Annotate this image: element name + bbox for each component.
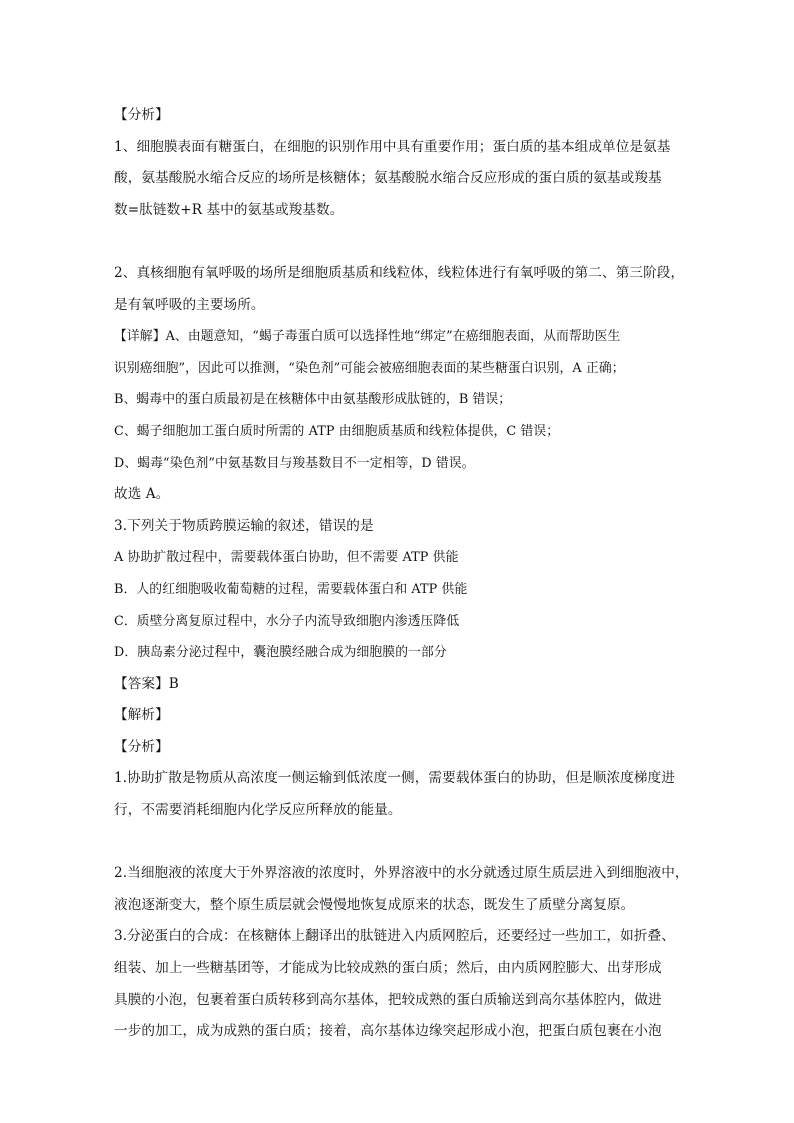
option-explanation-c: C、蝎子细胞加工蛋白质时所需的 ATP 由细胞质基质和线粒体提供，C 错误；: [114, 423, 560, 439]
paragraph-line: 液泡逐渐变大，整个原生质层就会慢慢地恢复成原来的状态，既发生了质壁分离复原。: [114, 896, 635, 913]
blank-line: [114, 827, 694, 859]
paragraph-line: 1、细胞膜表面有糖蛋白，在细胞的识别作用中具有重要作用；蛋白质的基本组成单位是氨基: [114, 138, 671, 155]
answer-line: 【答案】B: [114, 675, 179, 692]
paragraph-line: 酸，氨基酸脱水缩合反应的场所是核糖体；氨基酸脱水缩合反应形成的蛋白质的氨基或羧基: [114, 170, 662, 187]
paragraph-line: 是有氧呼吸的主要场所。: [114, 296, 265, 313]
analysis-heading: 【分析】: [114, 738, 169, 755]
detail-line: 识别癌细胞”，因此可以推测，“染色剂”可能会被癌细胞表面的某些糖蛋白识别，A 正确；: [114, 360, 625, 376]
paragraph-line: 3.分泌蛋白的合成：在核糖体上翻译出的肽链进入内质网腔后，还要经过一些加工，如折叠、: [114, 928, 675, 945]
paragraph-line: 2、真核细胞有氧呼吸的场所是细胞质基质和线粒体，线粒体进行有氧呼吸的第二、第三阶段，: [114, 264, 685, 281]
paragraph-line: 组装、加上一些糖基团等，才能成为比较成熟的蛋白质；然后，由内质网腔膨大、出芽形成: [114, 960, 662, 977]
question-option-a: A 协助扩散过程中，需要载体蛋白协助，但不需要 ATP 供能: [114, 550, 459, 566]
paragraph-line: 数=肽链数+R 基中的氨基或羧基数。: [114, 201, 344, 218]
question-option-d: D．胰岛素分泌过程中，囊泡膜经融合成为细胞膜的一部分: [114, 645, 447, 661]
explanation-heading: 【解析】: [114, 707, 169, 724]
option-explanation-d: D、蝎毒“染色剂”中氨基数目与羧基数目不一定相等，D 错误。: [114, 455, 475, 471]
paragraph-line: 行，不需要消耗细胞内化学反应所释放的能量。: [114, 802, 402, 819]
choose-line: 故选 A。: [114, 486, 170, 503]
blank-line: [114, 226, 694, 258]
question-stem: 3.下列关于物质跨膜运输的叙述，错误的是: [114, 517, 374, 534]
question-option-b: B．人的红细胞吸收葡萄糖的过程，需要载体蛋白和 ATP 供能: [114, 581, 468, 597]
paragraph-line: 2.当细胞液的浓度大于外界溶液的浓度时，外界溶液中的水分就透过原生质层进入到细胞液中，: [114, 865, 689, 882]
paragraph-line: 一步的加工，成为成熟的蛋白质；接着，高尔基体边缘突起形成小泡，把蛋白质包裹在小泡: [114, 1023, 662, 1040]
paragraph-line: 1.协助扩散是物质从高浓度一侧运输到低浓度一侧，需要载体蛋白的协助，但是顺浓度梯度进: [114, 770, 675, 787]
paragraph-line: 具膜的小泡，包裹着蛋白质转移到高尔基体，把较成熟的蛋白质输送到高尔基体腔内，做进: [114, 991, 662, 1008]
option-explanation-b: B、蝎毒中的蛋白质最初是在核糖体中由氨基酸形成肽链的，B 错误；: [114, 392, 512, 408]
analysis-heading: 【分析】: [114, 107, 169, 123]
question-option-c: C．质壁分离复原过程中，水分子内流导致细胞内渗透压降低: [114, 613, 460, 629]
document-body: [114, 100, 694, 1048]
detail-line: 【详解】A、由题意知，“蝎子毒蛋白质可以选择性地“绑定”在癌细胞表面，从而帮助医生: [114, 329, 621, 345]
